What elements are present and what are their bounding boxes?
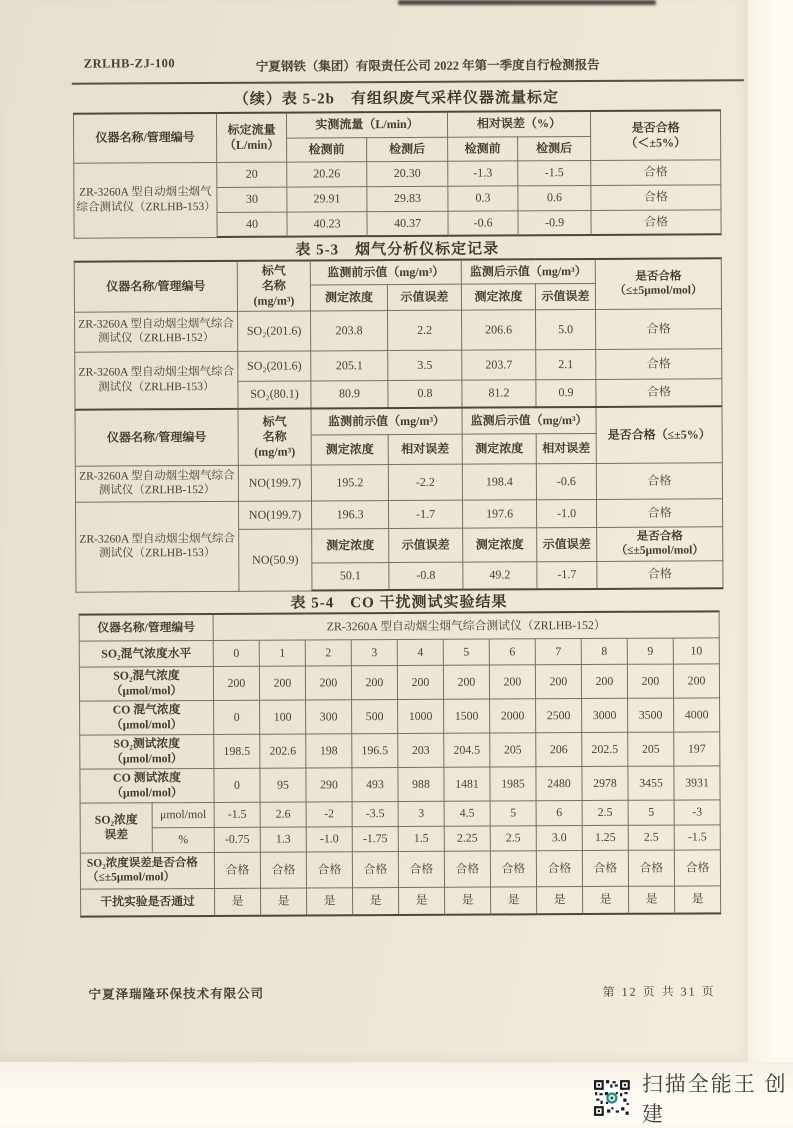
- row-label-text: CO 测试浓度: [112, 770, 181, 785]
- cell: 203: [398, 733, 444, 767]
- cell: 20.26: [287, 161, 367, 186]
- cell: 205: [628, 732, 674, 766]
- row-label-text: CO 混气浓度: [112, 702, 181, 717]
- col-pass-line2: （＜±5%）: [625, 135, 686, 150]
- embedded-col-conc: 测定浓度: [312, 528, 389, 562]
- pass-cell: 是: [307, 887, 353, 915]
- level-cell: 9: [627, 638, 673, 664]
- pass-cell: 是: [353, 887, 399, 915]
- row-label-error-line1: SO₂浓度: [94, 812, 138, 827]
- table-row: [81, 885, 721, 916]
- cell: 1.5: [398, 826, 444, 851]
- col-error: 相对误差（%）: [447, 111, 590, 137]
- cell: 290: [306, 767, 352, 801]
- table-row: [80, 824, 720, 852]
- instrument-name: ZR-3260A 型自动烟尘烟气综合测试仪（ZRLHB-153）: [76, 501, 239, 592]
- cell: 205.1: [311, 350, 388, 380]
- cell: 493: [352, 767, 398, 801]
- cell: 1500: [444, 699, 490, 733]
- cell: 200: [489, 664, 535, 698]
- cell: 2.1: [536, 349, 596, 379]
- gas-cell: NO(199.7): [238, 464, 311, 500]
- col-flow-line2: （L/min）: [223, 137, 280, 152]
- col-relerr2: 相对误差: [536, 433, 596, 463]
- table-row: [80, 731, 720, 768]
- col-pass-line1: 是否合格: [631, 120, 680, 135]
- pass-cell: 合格: [591, 184, 721, 210]
- pass-cell: 合格: [260, 851, 306, 887]
- instrument-name: ZR-3260A 型自动烟尘烟气综合测试仪（ZRLHB-153）: [75, 351, 238, 410]
- cell: 29.91: [287, 186, 367, 211]
- row-label-pass: SO₂浓度误差是否合格（≤±5μmol/mol）: [80, 852, 214, 889]
- table-row: [80, 697, 720, 734]
- pass-cell: 是: [491, 886, 537, 914]
- instrument-name: ZR-3260A 型自动烟尘烟气综合测试仪（ZRLHB-152）: [75, 311, 238, 352]
- table-row: [75, 308, 722, 351]
- pass-cell: 合格: [582, 850, 628, 886]
- table-row: [80, 799, 720, 827]
- cell: 0.6: [518, 185, 591, 210]
- pass-cell: 合格: [596, 378, 722, 407]
- cell: 100: [260, 699, 306, 733]
- watermark-text: 扫描全能王 创建: [641, 1073, 788, 1126]
- row-label: [80, 700, 214, 735]
- pass-cell: 合格: [591, 159, 721, 185]
- cell: 195.2: [311, 464, 388, 500]
- cell: 2000: [490, 698, 536, 732]
- col-instrument: 仪器名称/管理编号: [79, 614, 213, 641]
- col-err: 示值误差: [387, 284, 461, 310]
- cell: 205: [490, 732, 536, 766]
- cell: 3931: [674, 765, 720, 799]
- cell: 3455: [628, 766, 674, 800]
- col-gas2-line3: (mg/m³): [254, 444, 296, 459]
- pass-cell: 合格: [352, 851, 398, 887]
- cell: 5.0: [536, 309, 596, 349]
- cell: -0.6: [448, 210, 518, 235]
- pass-cell: 合格: [596, 498, 722, 527]
- col-gas-line1: 标气: [261, 263, 286, 278]
- cell: 203.8: [311, 310, 388, 350]
- unit-cell: %: [152, 827, 214, 852]
- cell: 198: [306, 733, 352, 767]
- col-conc4: 测定浓度: [462, 433, 536, 463]
- qr-code-icon: [594, 1078, 630, 1118]
- cell: 2.5: [582, 800, 628, 825]
- cell: 200: [673, 663, 719, 697]
- level-cell: 6: [489, 638, 535, 664]
- cell: 4000: [674, 697, 720, 731]
- cell: -2.2: [388, 464, 462, 500]
- table-row: [80, 849, 720, 888]
- col-before: 检测前: [287, 137, 367, 161]
- level-cell: 8: [581, 638, 627, 664]
- cell: 200: [351, 665, 397, 699]
- row-label-unit: （μmol/mol）: [110, 683, 183, 698]
- col-after2: 检测后: [518, 136, 591, 160]
- table-5-2b-title: （续）表 5-2b 有组织废气采样仪器流量标定: [233, 90, 559, 108]
- table-row: [75, 462, 722, 501]
- cell: 203.7: [462, 349, 536, 379]
- cell: 206: [536, 732, 582, 766]
- cell: 200: [259, 665, 305, 699]
- gas-cell: SO₂(80.1): [238, 380, 311, 408]
- row-label-level: SO₂混气浓度水平: [79, 640, 213, 667]
- col-after: 检测后: [367, 137, 448, 161]
- gas-cell: SO₂(201.6): [238, 310, 311, 350]
- embedded-col-conc2: 测定浓度: [463, 527, 537, 561]
- cell: -1.7: [537, 561, 597, 589]
- cell: 202.6: [260, 733, 306, 767]
- cell: 81.2: [462, 379, 536, 407]
- instrument-name: ZR-3260A 型自动烟尘烟气综合测试仪（ZRLHB-153）: [74, 162, 217, 238]
- cell: -0.6: [536, 463, 596, 499]
- row-label-text: SO₂测试浓度: [113, 736, 181, 751]
- instrument-name: ZR-3260A 型自动烟尘烟气综合测试仪（ZRLHB-152）: [213, 611, 719, 640]
- col-gas2: [238, 408, 311, 464]
- row-label-pass2: 干扰实验是否通过: [81, 888, 215, 917]
- cell: 2978: [582, 766, 628, 800]
- col-gas-line2: 名称: [261, 278, 286, 293]
- col-gas-line3: (mg/m³): [253, 293, 295, 308]
- row-label-text: SO₂混气浓度: [113, 668, 180, 683]
- col-pass: 是否合格（≤±5μmol/mol）: [595, 258, 721, 309]
- col-gas: [237, 260, 310, 310]
- level-cell: 5: [443, 639, 489, 665]
- cell: -1.5: [518, 160, 591, 185]
- pass-cell: 合格: [596, 462, 722, 499]
- cell: -2: [306, 801, 352, 826]
- cell: 200: [627, 664, 673, 698]
- row-label: [79, 666, 213, 701]
- pass-cell: 是: [629, 886, 675, 914]
- cell: 2.5: [628, 825, 674, 850]
- col-relerr: 相对误差: [388, 434, 462, 464]
- pass-cell: 合格: [628, 850, 674, 886]
- cell: -0.75: [214, 827, 260, 852]
- footer-page-number: 第 12 页 共 31 页: [602, 984, 716, 999]
- embedded-col-err: 示值误差: [389, 528, 463, 562]
- cell: 6: [536, 800, 582, 825]
- row-label-unit: （μmol/mol）: [111, 785, 183, 800]
- col-before2: 检测前: [448, 136, 518, 160]
- cell: 3: [398, 801, 444, 826]
- col-pre: 监测前示值（mg/m³）: [310, 260, 461, 285]
- gas-cell: SO₂(201.6): [238, 350, 311, 380]
- pass-cell: 是: [445, 887, 491, 915]
- footer-company: 宁夏泽瑞隆环保技术有限公司: [88, 986, 265, 1002]
- cell: 1.3: [260, 826, 306, 851]
- cell: 49.2: [463, 561, 537, 589]
- gas-cell: NO(50.9): [239, 528, 312, 590]
- table-row: [76, 498, 723, 529]
- doc-code: ZRLHB-ZJ-100: [83, 56, 176, 71]
- cell: 1.25: [582, 825, 628, 850]
- pass-cell: 合格: [306, 851, 352, 887]
- cell: 196.3: [312, 500, 389, 528]
- camscanner-watermark: [594, 1068, 793, 1128]
- cell: 2.5: [490, 825, 536, 850]
- pass-cell: 是: [537, 886, 583, 914]
- cell: 206.6: [462, 309, 536, 349]
- level-cell: 2: [305, 639, 351, 665]
- pass-cell: 合格: [591, 209, 721, 235]
- cell: 2480: [536, 766, 582, 800]
- cell: 29.83: [367, 186, 448, 211]
- pass-cell: 是: [675, 885, 721, 913]
- pass-cell: 是: [583, 886, 629, 914]
- col-instrument2: 仪器名称/管理编号: [75, 409, 238, 466]
- cell: 3000: [582, 698, 628, 732]
- col-instrument: 仪器名称/管理编号: [74, 261, 237, 312]
- cell: 196.5: [352, 733, 398, 767]
- cell: 1985: [490, 766, 536, 800]
- cell: -1.75: [352, 826, 398, 851]
- cell: 20.30: [367, 161, 448, 186]
- pass-cell: 合格: [596, 308, 722, 349]
- pass-cell: 合格: [214, 852, 260, 888]
- col-conc2: 测定浓度: [461, 283, 535, 309]
- row-label: [80, 768, 214, 803]
- col-gas2-line2: 名称: [262, 429, 287, 444]
- cell: 200: [397, 665, 443, 699]
- cell: 198.4: [462, 463, 536, 499]
- cell: 50.1: [312, 562, 389, 590]
- pass-cell: 合格: [674, 849, 720, 885]
- table-5-3: [74, 257, 724, 592]
- cell: -1.3: [448, 160, 518, 185]
- col-err2: 示值误差: [535, 283, 595, 309]
- row-label-unit: （μmol/mol）: [111, 751, 183, 766]
- pass-cell: 合格: [596, 348, 722, 379]
- cell: 2.25: [444, 826, 490, 851]
- col-conc3: 测定浓度: [311, 434, 388, 464]
- row-label-unit: （μmol/mol）: [110, 717, 183, 732]
- cell: 500: [352, 699, 398, 733]
- cell: 200: [581, 664, 627, 698]
- table-row: [74, 159, 721, 187]
- col-post2: 监测后示值（mg/m³）: [462, 407, 596, 434]
- cell: -1.0: [536, 499, 596, 527]
- cell: 5: [628, 800, 674, 825]
- cell: 2.6: [260, 801, 306, 826]
- cell: -1.5: [214, 802, 260, 827]
- cell: 4.5: [444, 801, 490, 826]
- embedded-col-pass: 是否合格（≤±5μmol/mol）: [597, 526, 723, 561]
- cell: -0.9: [518, 210, 591, 235]
- cell: 200: [305, 665, 351, 699]
- cell: 3.5: [388, 350, 462, 380]
- cell: 95: [260, 767, 306, 801]
- cell: -1.7: [389, 500, 463, 528]
- pass-cell: 是: [261, 887, 307, 915]
- level-cell: 7: [535, 638, 581, 664]
- pass-cell: 合格: [597, 560, 723, 589]
- cell: 80.9: [311, 380, 388, 408]
- pass-cell: 合格: [398, 851, 444, 887]
- cell: 200: [213, 666, 259, 700]
- cell: -1.0: [306, 826, 352, 851]
- level-cell: 10: [673, 637, 719, 663]
- cell: 0: [214, 700, 260, 734]
- pass-cell: 是: [215, 888, 261, 916]
- table-row: [75, 348, 722, 381]
- cell: 0.9: [536, 379, 596, 407]
- cell: 300: [306, 699, 352, 733]
- col-flow-line1: 标定流量: [227, 122, 276, 137]
- cell: 0.3: [448, 185, 518, 210]
- table-row: [80, 765, 720, 802]
- cell: 30: [217, 187, 287, 212]
- pass-cell: 合格: [490, 850, 536, 886]
- col-gas2-line1: 标气: [262, 414, 287, 429]
- level-cell: 1: [259, 639, 305, 665]
- cell: 197: [674, 731, 720, 765]
- pass-cell: 合格: [444, 851, 490, 887]
- cell: 988: [398, 767, 444, 801]
- cell: 0.8: [388, 380, 462, 408]
- cell: 2500: [536, 698, 582, 732]
- table-row: [79, 663, 719, 700]
- embedded-col-err2: 示值误差: [537, 527, 597, 561]
- col-conc: 测定浓度: [310, 284, 387, 310]
- cell: 3.0: [536, 825, 582, 850]
- level-cell: 3: [351, 639, 397, 665]
- col-pass2: 是否合格（≤±5%）: [596, 406, 722, 463]
- cell: 198.5: [214, 734, 260, 768]
- cell: -3: [674, 799, 720, 824]
- row-label-error: [80, 802, 152, 852]
- row-label: [80, 734, 214, 769]
- doc-header-title: 宁夏钢铁（集团）有限责任公司 2022 年第一季度自行检测报告: [255, 57, 600, 74]
- header-rule: [72, 79, 744, 85]
- table-5-2b: [73, 109, 722, 238]
- col-instrument: 仪器名称/管理编号: [73, 113, 216, 163]
- table-5-4-title: 表 5-4 CO 干扰测试实验结果: [290, 594, 508, 612]
- col-pre2: 监测前示值（mg/m³）: [311, 408, 462, 435]
- cell: 1000: [398, 699, 444, 733]
- col-post: 监测后示值（mg/m³）: [461, 259, 595, 284]
- unit-cell: μmol/mol: [152, 802, 214, 827]
- cell: -0.8: [389, 562, 463, 590]
- cell: -3.5: [352, 801, 398, 826]
- level-cell: 0: [213, 640, 259, 666]
- instrument-name: ZR-3260A 型自动烟尘烟气综合测试仪（ZRLHB-152）: [75, 465, 238, 502]
- cell: 2.2: [388, 310, 462, 350]
- cell: 197.6: [462, 499, 536, 527]
- level-cell: 4: [397, 639, 443, 665]
- pass-cell: 是: [399, 887, 445, 915]
- cell: 200: [535, 664, 581, 698]
- table-5-4: [79, 610, 722, 917]
- table-5-3-title: 表 5-3 烟气分析仪标定记录: [295, 241, 500, 259]
- col-measured: 实测流量（L/min）: [286, 112, 447, 138]
- cell: 40: [217, 212, 287, 237]
- row-label-error-line2: 误差: [104, 827, 129, 842]
- col-pass: [590, 110, 720, 160]
- cell: 3500: [628, 698, 674, 732]
- cell: 200: [443, 665, 489, 699]
- cell: 5: [490, 800, 536, 825]
- cell: 202.5: [582, 732, 628, 766]
- pass-cell: 合格: [536, 850, 582, 886]
- cell: 204.5: [444, 733, 490, 767]
- cell: 20: [217, 162, 287, 187]
- cell: 40.23: [287, 211, 367, 236]
- gas-cell: NO(199.7): [239, 500, 312, 528]
- cell: 40.37: [367, 211, 448, 236]
- col-flow: [216, 113, 286, 162]
- cell: 1481: [444, 767, 490, 801]
- cell: 0: [214, 768, 260, 802]
- cell: -1.5: [674, 824, 720, 849]
